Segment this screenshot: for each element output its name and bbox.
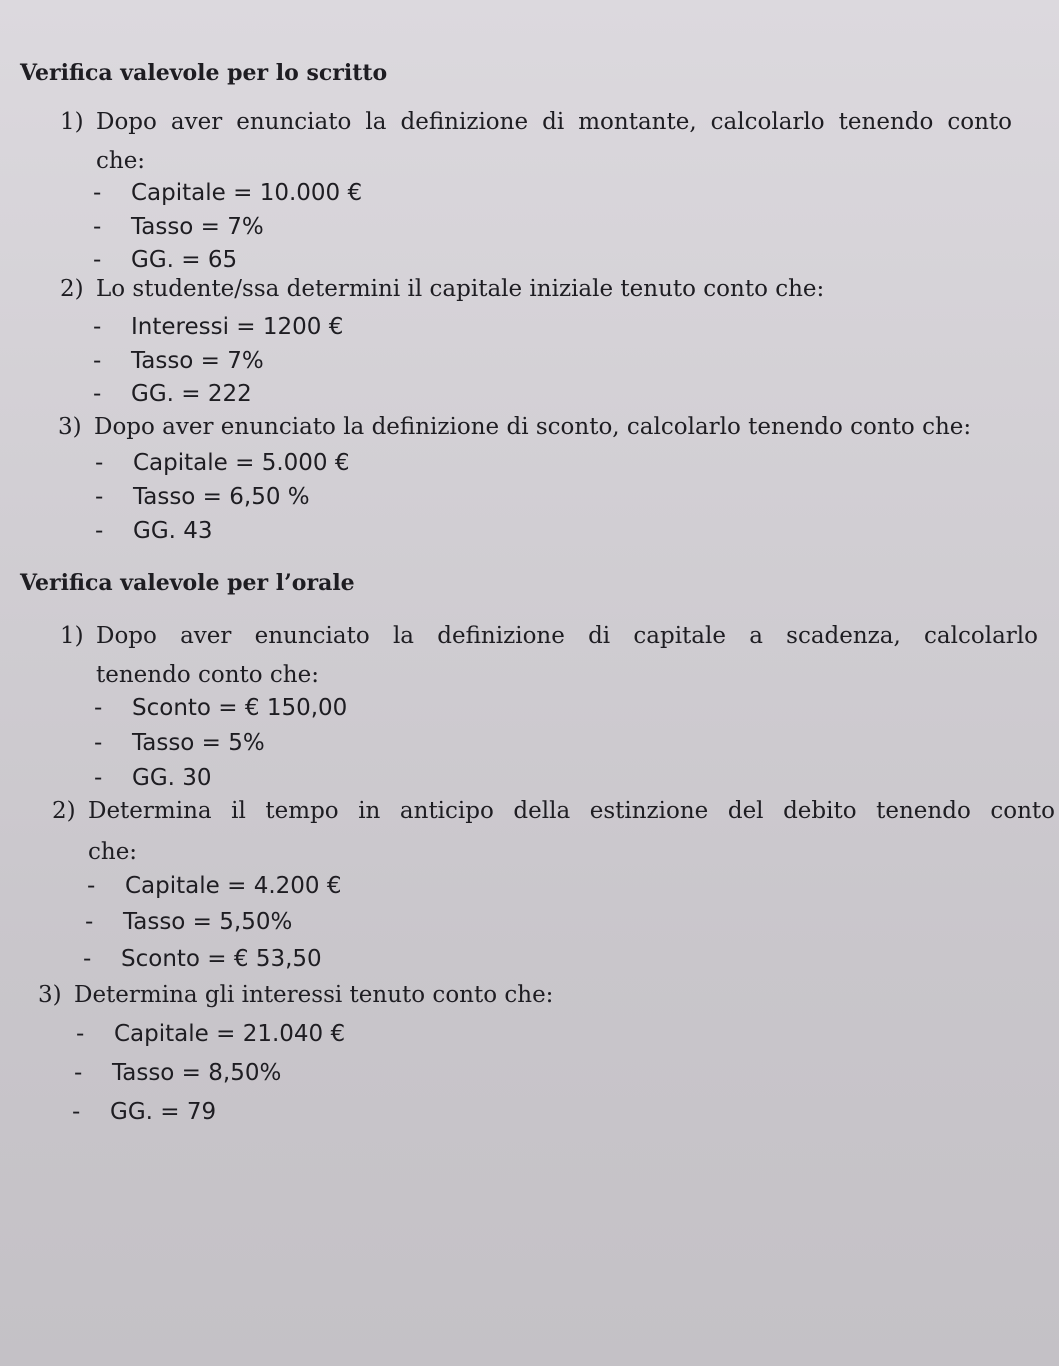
list-item: - Capitale = 10.000 € [93,180,363,206]
question-oral-2 [52,792,1055,831]
question-number: 2) [60,276,84,302]
question-written-1 [60,103,1012,142]
question-text: Dopo aver enunciato la definizione di montante, calcolarlo tenendo conto [96,109,1012,135]
question-number: 1) [60,623,84,649]
question-text: Lo studente/ssa determini il capitale iniziale tenuto conto che: [96,276,825,302]
list-item: - GG. = 65 [93,247,238,273]
question-number: 3) [58,414,82,440]
question-text-continuation: tenendo conto che: [96,662,319,688]
list-item: - GG. = 222 [93,381,252,407]
list-item: - GG. 30 [94,765,212,791]
question-text: Dopo aver enunciato la definizione di sconto, calcolarlo tenendo conto che: [94,414,972,440]
list-item: - GG. 43 [95,518,213,544]
section-title-oral: Verifica valevole per l’orale [20,570,355,596]
question-text: Determina il tempo in anticipo della estinzione del debito tenendo conto [88,798,1055,824]
list-item: - Capitale = 4.200 € [87,873,342,899]
question-text-continuation: che: [96,148,146,174]
list-item: - Capitale = 5.000 € [95,450,350,476]
list-item: - Tasso = 8,50% [74,1060,282,1086]
list-item: - Tasso = 5% [94,730,265,756]
question-text: Determina gli interessi tenuto conto che: [74,982,554,1008]
list-item: - Sconto = € 53,50 [83,946,322,972]
list-item: - Sconto = € 150,00 [94,695,348,721]
section-title-written: Verifica valevole per lo scritto [20,60,388,86]
question-text: Dopo aver enunciato la definizione di capitale a scadenza, calcolarlo [96,623,1038,649]
question-oral-1 [60,617,1038,656]
question-oral-3 [38,976,553,1015]
list-item: - Capitale = 21.040 € [76,1021,346,1047]
question-number: 3) [38,982,62,1008]
list-item: - Tasso = 7% [93,348,264,374]
list-item: - Tasso = 6,50 % [95,484,310,510]
list-item: - Tasso = 7% [93,214,264,240]
question-written-3 [58,408,971,447]
list-item: - Tasso = 5,50% [85,909,293,935]
question-number: 1) [60,109,84,135]
list-item: - GG. = 79 [72,1099,217,1125]
question-written-2 [60,270,824,309]
question-number: 2) [52,798,76,824]
question-text-continuation: che: [88,839,138,865]
list-item: - Interessi = 1200 € [93,314,344,340]
